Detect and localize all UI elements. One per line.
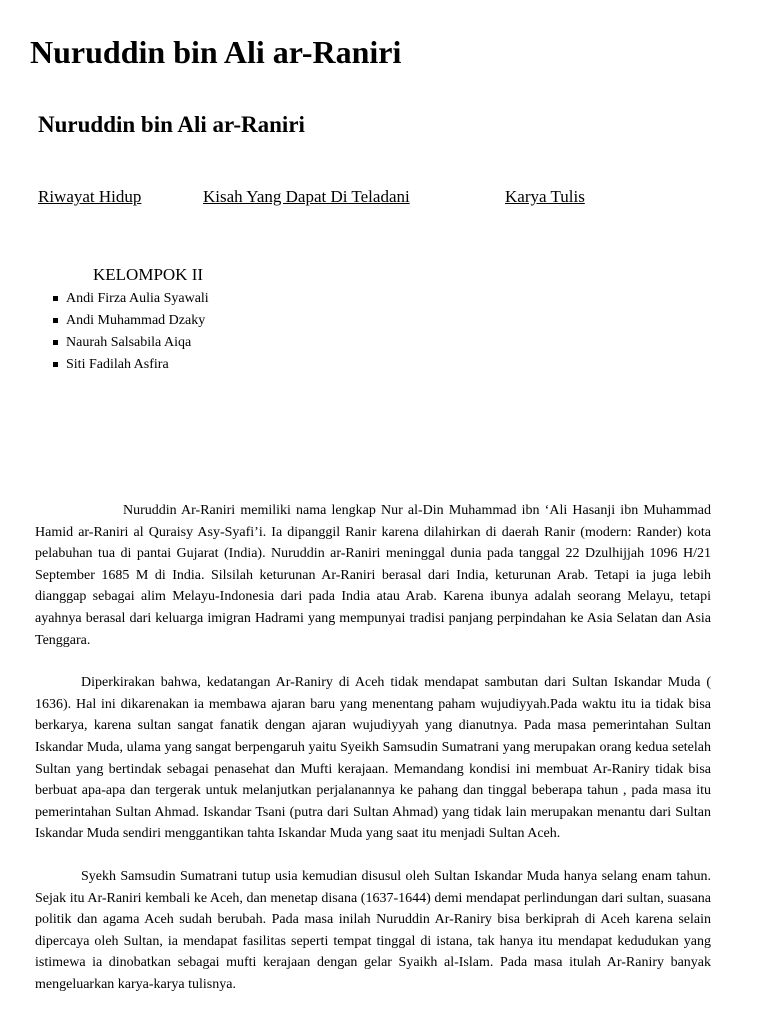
square-bullet-icon xyxy=(53,318,58,323)
body-paragraph: Syekh Samsudin Sumatrani tutup usia kemudian disusul oleh Sultan Iskandar Muda hanya selang enam tahun. Sejak itu Ar-Raniri kembali ke Aceh, dan menetap disana (1637-1644) demi mendapat perlindungan dari sultan, suasana politik dan agama Aceh sudah berubah. Pada masa inilah Nuruddin Ar-Raniry bisa berkiprah di Aceh karena selain dipercaya oleh Sultan, ia mendapat fasilitas seperti tempat tinggal di istana, tak hanya itu mendapat kedudukan yang istimewa ia dinobatkan sebagai mufti kerajaan dengan gelar Syaikh al-Islam. Pada masa itulah Ar-Raniry banyak mengeluarkan karya-karya tulisnya. xyxy=(35,868,711,992)
member-item xyxy=(52,332,209,354)
square-bullet-icon xyxy=(53,296,58,301)
member-name: Andi Firza Aulia Syawali xyxy=(66,291,209,306)
square-bullet-icon xyxy=(53,362,58,367)
square-bullet-icon xyxy=(53,340,58,345)
member-name: Siti Fadilah Asfira xyxy=(66,357,169,372)
member-name: Naurah Salsabila Aiqa xyxy=(66,335,192,350)
group-heading: KELOMPOK II xyxy=(93,265,204,284)
section-nav xyxy=(0,185,768,209)
member-list xyxy=(52,288,209,376)
page-subtitle: Nuruddin bin Ali ar-Raniri xyxy=(38,112,305,137)
member-name: Andi Muhammad Dzaky xyxy=(66,313,206,328)
member-item xyxy=(52,310,209,332)
page-title: Nuruddin bin Ali ar-Raniri xyxy=(30,34,402,70)
member-item xyxy=(52,354,209,376)
body-paragraph: Diperkirakan bahwa, kedatangan Ar-Raniry di Aceh tidak mendapat sambutan dari Sultan Iskandar Muda ( 1636). Hal ini dikarenakan ia membawa ajaran baru yang menentang paham wujudiyyah.Pada waktu itu ia tidak bisa berkarya, karena sultan sangat fanatik dengan ajaran wujudiyyah yang dianutnya. Pada masa pemerintahan Sultan Iskandar Muda, ulama yang sangat berpengaruh yaitu Syeikh Samsudin Sumatrani yang merupakan orang kedua setelah Sultan yang bertindak sebagai penasehat dan Mufti kerajaan. Memandang kondisi ini membuat Ar-Raniry tidak bisa berbuat apa-apa dan tergerak untuk melanjutkan perjalanannya ke pahang dan tinggal beberapa tahun , pada masa itu pemerintahan Sultan Ahmad. Iskandar Tsani (putra dari Sultan Ahmad) yang tidak lain merupakan menantu dari Sultan Iskandar Muda sendiri menggantikan tahta Iskandar Muda yang saat itu menjadi Sultan Aceh. xyxy=(35,675,711,842)
nav-link-riwayat-hidup[interactable]: Riwayat Hidup xyxy=(38,187,142,206)
member-item xyxy=(52,288,209,310)
nav-link-karya-tulis[interactable]: Karya Tulis xyxy=(505,187,585,206)
body-paragraph: Nuruddin Ar-Raniri memiliki nama lengkap Nur al-Din Muhammad ibn ‘Ali Hasanji ibn Muhammad Hamid ar-Raniri al Quraisy Asy-Syafi’i. Ia dipanggil Ranir karena dilahirkan di daerah Ranir (modern: Rander) kota pelabuhan tua di pantai Gujarat (India). Nuruddin ar-Raniri meninggal dunia pada tanggal 22 Dzulhijjah 1096 H/21 September 1685 M di India. Silsilah keturunan Ar-Raniri berasal dari India, keturunan Arab. Tetapi ia juga lebih dianggap sebagai alim Melayu-Indonesia dari pada India atau Arab. Karena ibunya adalah seorang Melayu, tetapi ayahnya berasal dari keluarga imigran Hadrami yang mempunyai tradisi panjang perpindahan ke Asia Selatan dan Asia Tenggara. xyxy=(35,503,711,648)
body-text xyxy=(35,500,711,1016)
nav-link-kisah-teladan[interactable]: Kisah Yang Dapat Di Teladani xyxy=(203,187,410,206)
